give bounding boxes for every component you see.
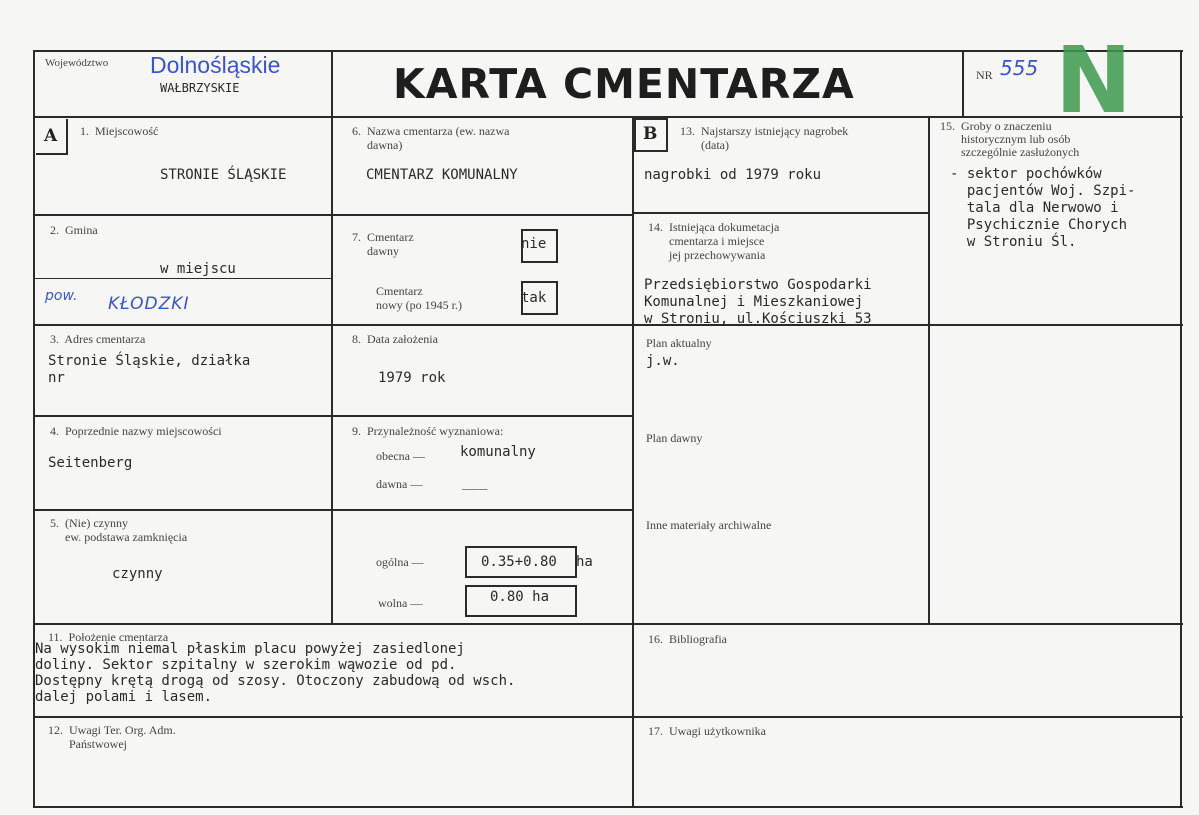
frame-bottom	[33, 806, 1183, 808]
f15-label: 15. Groby o znaczeniu historycznym lub osób szczególnie zasłużonych	[940, 119, 1080, 159]
f9-obecna-label: obecna —	[376, 449, 425, 463]
f17-label: 17. Uwagi użytkownika	[648, 724, 766, 738]
col-divider-1	[331, 50, 333, 624]
f14-value: Przedsiębiorstwo Gospodarki Komunalnej i Mieszkaniowej w Stroniu, ul.Kościuszki 53	[644, 277, 872, 327]
col-divider-2	[632, 116, 634, 808]
f12-label: 12. Uwagi Ter. Org. Adm. Państwowej	[48, 723, 176, 751]
n-stamp: N	[1055, 27, 1132, 134]
f7-dawny-value: nie	[521, 236, 547, 252]
f1-label: 1. Miejscowość	[80, 124, 159, 138]
f2-handwritten: KŁODZKI	[108, 294, 190, 314]
f13-label: 13. Najstarszy istniejący nagrobek (data)	[680, 124, 849, 152]
section-a-letter: A	[44, 126, 58, 146]
f11-label: 11. Położenie cmentarza	[48, 630, 169, 644]
plan-dawny-label: Plan dawny	[646, 431, 703, 445]
f15-value: - sektor pochówków pacjentów Woj. Szpi- tala dla Nerwowo i Psychicznie Chorych w Stroniu Śl.	[950, 166, 1136, 250]
f11-value: Na wysokim niemal płaskim placu powyżej zasiedlonej doliny. Sektor szpitalny w szerokim wąwozie od pd. Dostępny krętą drogą od szosy. Otoczony zabudową od wsch. dalej polami i lasem.	[35, 641, 516, 705]
wojewodztwo-old: WAŁBRZYSKIE	[160, 81, 240, 95]
f16-label: 16. Bibliografia	[648, 632, 727, 646]
f5-value: czynny	[112, 566, 163, 582]
f2-handwritten-prefix: pow.	[45, 288, 78, 304]
header-divider-nr	[962, 50, 964, 117]
frame-right	[1180, 50, 1182, 808]
f9-label: 9. Przynależność wyznaniowa:	[352, 424, 504, 438]
f10-ogolna-label: ogólna —	[376, 555, 424, 569]
f5-label: 5. (Nie) czynny ew. podstawa zamknięcia	[50, 516, 188, 544]
f7-label: 7. Cmentarz dawny	[352, 230, 414, 258]
row-line-gmina	[33, 278, 331, 279]
wojewodztwo-stamp: Dolnośląskie	[150, 52, 281, 78]
f3-label: 3. Adres cmentarza	[50, 332, 146, 346]
nr-value: 555	[1000, 56, 1039, 80]
f4-value: Seitenberg	[48, 455, 133, 471]
wojewodztwo-label: Województwo	[45, 57, 109, 69]
row-line-b1	[632, 212, 929, 214]
row-line-4	[33, 509, 633, 511]
plan-aktualny-label: Plan aktualny	[646, 336, 712, 350]
f13-value: nagrobki od 1979 roku	[644, 167, 822, 183]
f7-nowy-value: tak	[521, 290, 547, 306]
f2-label: 2. Gmina	[50, 223, 98, 237]
inne-materialy-label: Inne materiały archiwalne	[646, 518, 772, 532]
row-line-5	[33, 623, 1183, 625]
row-line-3	[33, 415, 633, 417]
f10-ogolna-unit: ha	[576, 554, 593, 570]
f10-wolna-label: wolna —	[378, 596, 423, 610]
f9-dawna-label: dawna —	[376, 477, 423, 491]
f10-ogolna-value: 0.35+0.80	[481, 554, 557, 570]
col-divider-3	[928, 116, 930, 624]
f6-label: 6. Nazwa cmentarza (ew. nazwa dawna)	[352, 124, 510, 152]
header-bottom-line	[33, 116, 1183, 118]
f8-label: 8. Data założenia	[352, 332, 438, 346]
f14-label: 14. Istniejąca dokumetacja cmentarza i miejsce jej przechowywania	[648, 220, 780, 262]
section-b-letter: B	[643, 124, 658, 144]
f3-value: Stronie Śląskie, działka nr	[48, 353, 251, 386]
f7-nowy-label: Cmentarz nowy (po 1945 r.)	[376, 284, 462, 312]
f9-dawna-value: ___	[462, 474, 488, 490]
row-line-6	[33, 716, 1183, 718]
f10-wolna-value: 0.80 ha	[490, 589, 550, 605]
f4-label: 4. Poprzednie nazwy miejscowości	[50, 424, 222, 438]
f6-value: CMENTARZ KOMUNALNY	[366, 167, 518, 183]
nr-label: NR	[976, 68, 993, 82]
f8-value: 1979 rok	[378, 370, 446, 386]
row-line-2	[33, 324, 1183, 326]
row-line-1	[33, 214, 633, 216]
f2-value: w miejscu	[160, 261, 236, 277]
plan-aktualny-value: j.w.	[646, 353, 680, 369]
page-title: KARTA CMENTARZA	[393, 60, 855, 108]
f9-obecna-value: komunalny	[460, 444, 536, 460]
f1-value: STRONIE ŚLĄSKIE	[160, 167, 287, 183]
